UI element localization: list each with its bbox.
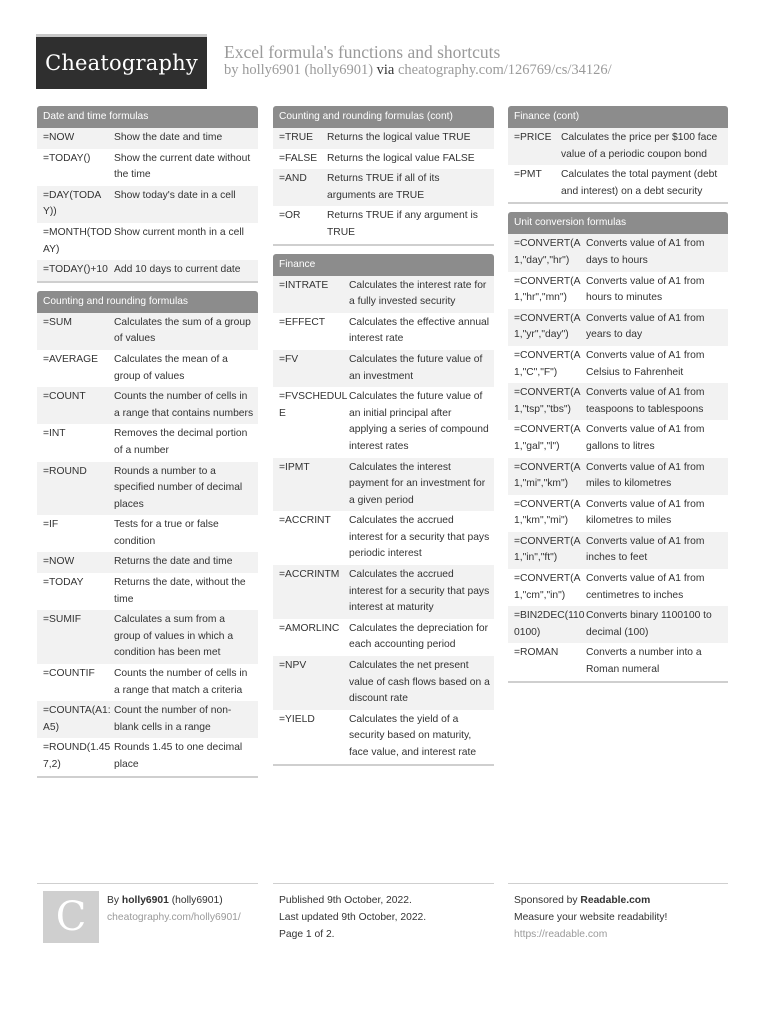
formula-name: =CONVERT(A1,"km","mi") [514,498,581,527]
logo[interactable] [36,34,207,89]
formula-name: =NOW [43,132,75,143]
table-row [37,260,258,281]
formula-name: =MONTH(TODAY) [43,226,112,255]
formula-description: Calculates the accrued interest for a security that pays periodic interest [349,515,490,560]
formula-name: =ROUND(1.457,2) [43,742,111,770]
table-row [508,165,728,202]
formula-description: Calculates the effective annual interest rate [349,316,490,345]
formula-description: Rounds 1.45 to one decimal place [114,742,243,770]
updated-date: Last updated 9th October, 2022. [279,912,427,923]
formula-description: Add 10 days to current date [114,264,241,276]
formula-name: =AND [279,173,307,185]
formula-description: Calculates the interest payment for an investment for a given period [349,461,486,506]
formula-name: =NPV [279,660,307,672]
table-row [273,313,494,350]
formula-description: Calculates the yield of a security based on maturity, face value, and interest rate [349,713,477,758]
footer-dates-text [279,892,426,943]
formula-name: =EFFECT [279,316,326,328]
formula-description: Calculates the sum of a group of values [114,316,251,345]
formula-description: Calculates the mean of a group of values [114,353,228,382]
by-label: by [224,62,239,78]
section-title: Counting and rounding formulas [37,291,258,313]
formula-description: Removes the decimal portion of a number [114,428,248,456]
section-title: Finance [273,254,494,276]
formula-description: Calculates the depreciation for each accounting period [349,622,489,651]
page-title: Excel formula's functions and shortcuts [224,42,501,62]
formula-description: Returns the date, without the time [114,577,246,605]
formula-description: Returns TRUE if all of its arguments are TRUE [327,173,440,201]
formula-name: =AVERAGE [43,353,99,365]
table-row [273,128,494,149]
page-number: Page 1 of 2. [279,929,335,940]
page-subtitle [224,62,612,79]
table-row [273,169,494,206]
formula-name: =AMORLINC [279,622,340,634]
section-counting-rounding-cont [273,106,494,246]
table-row [37,462,258,516]
table-row [273,350,494,387]
column-2 [273,106,494,774]
formula-description: Show today's date in a cell [114,189,236,201]
formula-name: =PMT [514,169,542,181]
formula-name: =CONVERT(A1,"hr","mn") [514,275,581,304]
table-row [37,186,258,223]
sponsor-link[interactable]: Readable.com [580,895,651,906]
table-row [508,128,728,165]
formula-name: =TODAY()+10 [43,264,108,276]
formula-description: Returns the date and time [114,556,233,568]
section-date-time [37,106,258,283]
formula-name: =COUNTA(A1:A5) [43,705,111,733]
author-link[interactable]: holly6901 (holly6901) [242,62,374,78]
formula-description: Converts value of A1 from kilometres to miles [586,498,705,527]
table-row [508,569,728,606]
table-row [37,313,258,350]
formula-description: Show current month in a cell [114,226,244,238]
table-row [273,565,494,619]
formula-name: =FVSCHEDULE [279,391,348,419]
footer-author-url[interactable]: cheatography.com/holly6901/ [107,912,241,923]
formula-description: Converts a number into a Roman numeral [586,647,702,676]
formula-name: =IPMT [279,461,310,473]
formula-name: =INTRATE [279,279,329,291]
formula-name: =CONVERT(A1,"yr","day") [514,312,581,341]
table-row [508,495,728,532]
section-title: Unit conversion formulas [508,212,728,234]
formula-description: Calculates the accrued interest for a security that pays interest at maturity [349,569,490,614]
formula-description: Returns TRUE if any argument is TRUE [327,210,478,238]
section-title: Counting and rounding formulas (cont) [273,106,494,128]
formula-name: =ACCRINTM [279,569,340,581]
table-row [273,387,494,457]
footer-author-text [107,892,241,926]
via-label: via [376,62,395,78]
section-finance [273,254,494,766]
formula-name: =TRUE [279,132,314,143]
formula-name: =CONVERT(A1,"in","ft") [514,535,581,564]
section-title: Date and time formulas [37,106,258,128]
formula-description: Converts value of A1 from teaspoons to tablespoons [586,387,705,415]
formula-description: Converts value of A1 from gallons to litres [586,424,705,452]
formula-name: =COUNTIF [43,668,95,680]
table-row [37,573,258,610]
formula-name: =COUNT [43,391,86,403]
sponsor-tagline: Measure your website readability! [514,912,668,923]
column-1 [37,106,258,786]
table-row [273,149,494,170]
formula-description: Returns the logical value TRUE [327,132,471,143]
footer-by-label: By [107,895,120,906]
formula-description: Rounds a number to a specified number of decimal places [114,465,243,510]
footer-author-link[interactable]: holly6901 [121,895,169,906]
column-3 [508,106,728,691]
formula-description: Calculates a sum from a group of values in which a condition has been met [114,614,234,659]
table-row [508,272,728,309]
table-row [508,346,728,383]
formula-name: =CONVERT(A1,"gal","l") [514,424,581,452]
table-row [37,664,258,701]
sponsor-url[interactable]: https://readable.com [514,929,608,940]
table-row [508,309,728,346]
formula-name: =YIELD [279,713,315,725]
table-row [37,552,258,573]
footer-author-handle: (holly6901) [171,895,223,906]
formula-name: =SUMIF [43,614,82,626]
formula-name: =CONVERT(A1,"C","F") [514,349,581,378]
formula-name: =BIN2DEC(1100100) [514,610,585,638]
formula-name: =ROMAN [514,647,559,659]
formula-name: =CONVERT(A1,"tsp","tbs") [514,387,581,415]
formula-name: =NOW [43,556,75,568]
published-date: Published 9th October, 2022. [279,895,412,906]
formula-name: =CONVERT(A1,"mi","km") [514,461,581,490]
formula-name: =FV [279,353,299,365]
formula-description: Converts value of A1 from centimetres to inches [586,573,705,601]
table-row [508,606,728,643]
formula-name: =DAY(TODAY)) [43,189,102,218]
formula-name: =OR [279,210,301,222]
section-title: Finance (cont) [508,106,728,128]
table-row [508,458,728,495]
table-row [273,276,494,313]
formula-description: Tests for a true or false condition [114,519,219,547]
formula-description: Converts value of A1 from Celsius to Fahrenheit [586,349,705,378]
formula-description: Converts value of A1 from miles to kilometres [586,461,705,490]
table-row [273,458,494,512]
table-row [273,206,494,243]
formula-description: Calculates the future value of an initial principal after applying a series of compound interest rates [349,391,489,452]
table-row [273,656,494,710]
formula-description: Calculates the net present value of cash flows based on a discount rate [349,660,490,705]
formula-description: Returns the logical value FALSE [327,152,475,164]
formula-description: Counts the number of cells in a range that match a criteria [114,668,248,696]
formula-description: Calculates the price per $100 face value of a periodic coupon bond [561,132,718,160]
footer-author [37,883,258,943]
table-row [37,610,258,664]
formula-description: Converts value of A1 from days to hours [586,238,705,266]
table-row [508,643,728,680]
table-row [273,710,494,764]
table-row [273,619,494,656]
table-row [37,515,258,552]
formula-description: Show the date and time [114,132,223,143]
table-row [37,223,258,260]
table-row [508,383,728,420]
table-row [37,149,258,186]
footer-dates [273,883,494,943]
formula-name: =SUM [43,316,72,328]
table-row [37,738,258,775]
avatar: C [43,891,99,943]
formula-name: =INT [43,428,66,440]
logo-text: Cheatography [45,51,198,75]
formula-description: Converts value of A1 from years to day [586,312,705,341]
footer-sponsor [508,883,728,943]
formula-description: Counts the number of cells in a range that contains numbers [114,391,254,419]
section-counting-rounding [37,291,258,778]
formula-description: Count the number of non-blank cells in a range [114,705,232,733]
formula-description: Calculates the future value of an investment [349,353,483,382]
formula-description: Converts value of A1 from inches to feet [586,535,705,564]
formula-name: =ROUND [43,465,87,477]
formula-name: =FALSE [279,152,318,164]
formula-name: =TODAY() [43,152,91,164]
formula-name: =CONVERT(A1,"day","hr") [514,238,581,266]
table-row [508,532,728,569]
formula-description: Converts binary 1100100 to decimal (100) [586,610,712,638]
table-row [508,420,728,457]
table-row [273,511,494,565]
formula-name: =IF [43,519,59,531]
table-row [508,234,728,271]
formula-description: Calculates the total payment (debt and interest) on a debt security [561,169,718,197]
formula-description: Calculates the interest rate for a fully invested security [349,279,487,308]
table-row [37,387,258,424]
formula-name: =PRICE [514,132,552,143]
formula-name: =TODAY [43,577,84,589]
formula-name: =ACCRINT [279,515,331,527]
section-unit-conversion [508,212,728,682]
formula-name: =CONVERT(A1,"cm","in") [514,573,581,601]
section-finance-cont [508,106,728,204]
table-row [37,128,258,149]
sheet-url-link[interactable]: cheatography.com/126769/cs/34126/ [398,62,612,78]
table-row [37,424,258,461]
sponsored-by-label: Sponsored by [514,895,578,906]
table-row [37,350,258,387]
table-row [37,701,258,738]
formula-description: Converts value of A1 from hours to minutes [586,275,705,304]
formula-description: Show the current date without the time [114,152,251,181]
footer-sponsor-text [514,892,667,943]
